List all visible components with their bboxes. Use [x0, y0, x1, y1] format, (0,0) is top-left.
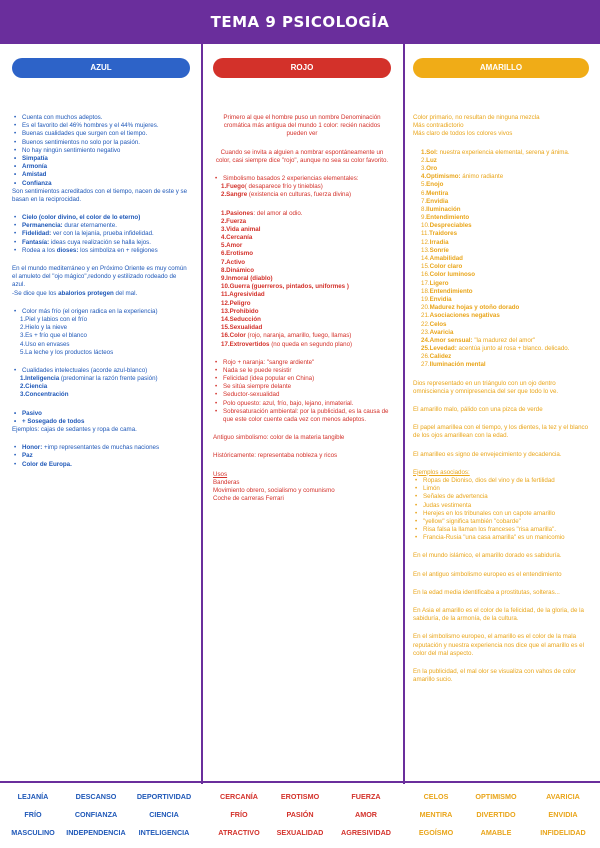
list-item: 10.Guerra (guerreros, pintados, uniformes ) — [221, 283, 349, 291]
keyword-amarillo: DIVERTIDO — [476, 810, 516, 819]
keyword-rojo: PASIÓN — [286, 810, 314, 819]
amarillo-paragraph: El amarilleo es signo de envejecimiento y decadencia. — [413, 450, 562, 458]
list-item: 11.Agresividad — [221, 291, 265, 299]
keyword-azul: INTELIGENCIA — [138, 828, 190, 837]
list-item: • Rodea a los dioses: los simboliza en + religiones — [12, 247, 190, 255]
list-item: 6.Mentira — [421, 189, 449, 197]
keyword-rojo: EROTISMO — [280, 792, 320, 801]
list-item: • Polo opuesto: azul, frío, bajo, lejano, inmaterial. — [213, 400, 391, 408]
azul-paragraph: -Se dice que los abalorios protegen del mal. — [12, 289, 138, 297]
azul-list-2 — [12, 214, 190, 255]
list-item: 3.Concentración — [20, 391, 69, 399]
amarillo-paragraph: El papel amarillea con el tiempo, y los dientes, la tez y el blanco de los ojos amarillean con la edad. — [413, 424, 589, 440]
list-item: 17.Extrovertidos (no queda en segundo plano) — [221, 340, 353, 348]
list-item: 15.Color claro — [421, 263, 463, 271]
amarillo-paragraph: Dios representado en un triángulo con un ojo dentro omnisciencia y omnipresencia del ser que todo lo ve. — [413, 379, 559, 395]
list-item: • Señales de advertencia — [413, 493, 589, 501]
keyword-amarillo: ENVIDIA — [548, 810, 578, 819]
rojo-list-1 — [213, 175, 391, 183]
keyword-azul: DEPORTIVIDAD — [136, 792, 192, 801]
list-item: Coche de carreras Ferrari — [213, 495, 284, 503]
amarillo-intro: Más contradictorio — [413, 122, 464, 130]
list-item: 27.Iluminación mental — [421, 361, 486, 369]
keyword-azul: FRÍO — [24, 810, 42, 819]
list-item: • Paz — [12, 452, 190, 460]
keyword-amarillo: AMABLE — [480, 828, 512, 837]
rojo-list-3 — [213, 359, 391, 425]
list-item: 5.Enojo — [421, 181, 444, 189]
keyword-rojo: SEXUALIDAD — [276, 828, 324, 837]
list-item: • Color más frío (el origen radica en la experiencia) — [12, 308, 190, 316]
list-item: 3.Es + frío que el blanco — [20, 332, 87, 340]
list-item: • Ropas de Dioniso, dios del vino y de la fertilidad — [413, 477, 589, 485]
keyword-azul: CONFIANZA — [74, 810, 118, 819]
amarillo-ordered-list — [413, 149, 589, 370]
list-item: 7.Envidia — [421, 197, 449, 205]
list-item: 11.Traidores — [421, 230, 458, 238]
azul-ordered-list-3 — [12, 316, 190, 357]
azul-header-pill: AZUL — [12, 58, 190, 78]
azul-paragraph: En el mundo mediterráneo y en Próximo Oriente es muy común el amuleto del "ojo mágico",redondo y estilizado rodeado de azul. — [12, 265, 187, 289]
list-item: • Seductor-sexualidad — [213, 391, 391, 399]
keyword-amarillo: CELOS — [423, 792, 449, 801]
list-item: • Fantasía: ideas cuya realización se halla lejos. — [12, 239, 190, 247]
list-item: 26.Calidez — [421, 353, 452, 361]
keyword-rojo: AGRESIVIDAD — [341, 828, 391, 837]
page-header — [0, 0, 600, 44]
list-item: 23.Avaricia — [421, 328, 454, 336]
list-item: 12.Peligro — [221, 299, 251, 307]
list-item: • Francia-Rusia "una casa amarilla" es un manicomio — [413, 534, 589, 542]
list-item: • No hay ningún sentimiento negativo — [12, 147, 190, 155]
azul-paragraph: Ejemplos: cajas de sedantes y ropa de cama. — [12, 426, 137, 433]
keyword-rojo: AMOR — [355, 810, 377, 819]
page-title: TEMA 9 PSICOLOGÍA — [210, 13, 390, 31]
list-item: • Sobresaturación ambiental: por la publicidad, es la causa de que este color cuente cada vez con menos adeptos. — [213, 408, 391, 424]
list-item: 14.Seducción — [221, 315, 261, 323]
amarillo-header-pill: AMARILLO — [413, 58, 589, 78]
list-item: 5.La leche y los productos lácteos — [20, 348, 114, 356]
azul-list-4 — [12, 367, 190, 375]
list-item: • Buenos sentimientos no solo por la pasión. — [12, 139, 190, 147]
list-item: • + Sosegado de todos — [12, 418, 190, 426]
list-item: • Pasivo — [12, 410, 190, 418]
azul-list-3 — [12, 308, 190, 316]
list-item: 2.Fuerza — [221, 217, 247, 225]
list-item: • Honor: +imp representantes de muchas naciones — [12, 444, 190, 452]
amarillo-paragraph: En el mundo islámico, el amarillo dorado es sabiduría. — [413, 552, 562, 560]
list-item: 20.Madurez hojas y otoño dorado — [421, 304, 520, 312]
list-item: • Buenas cualidades que surgen con el tiempo. — [12, 130, 190, 138]
rojo-header-pill: ROJO — [213, 58, 391, 78]
keyword-rojo: ATRACTIVO — [218, 828, 260, 837]
keyword-azul: MASCULINO — [11, 828, 55, 837]
list-item: • Cielo (color divino, el color de lo eterno) — [12, 214, 190, 222]
list-item: • Confianza — [12, 180, 190, 188]
amarillo-paragraph: En el simbolismo europeo, el amarillo es el color de la mala reputación y nuestra experiencia nos dice que el amarillo es el color del mal aspecto. — [413, 633, 584, 657]
azul-list-1 — [12, 114, 190, 188]
amarillo-paragraph: En la publicidad, el mal olor se visualiza con vahos de color amarillo sucio. — [413, 667, 577, 684]
list-item: • Nada se le puede resistir — [213, 367, 391, 375]
column-azul — [12, 58, 190, 778]
amarillo-paragraph: En la edad media identificaba a prostitutas, solteras... — [413, 588, 560, 596]
keyword-amarillo: INFIDELIDAD — [540, 828, 586, 837]
list-item: • Rojo + naranja: "sangre ardiente" — [213, 359, 391, 367]
list-item: 1.Inteligencia (predominar la razón frente pasión) — [20, 375, 158, 383]
footer-divider — [0, 781, 600, 783]
list-item: 3.Oro — [421, 164, 438, 172]
list-item: • Simbolismo basados 2 experiencias elementales: — [213, 175, 391, 183]
list-item: 17.Ligero — [421, 279, 449, 287]
amarillo-paragraph: En el antiguo simbolismo europeo es el entendimiento — [413, 570, 562, 578]
azul-ordered-list-4 — [12, 375, 190, 400]
list-item: 25.Levedad: acentúa junto al rosa + blanco. delicado. — [421, 345, 570, 353]
list-item: 9.Inmoral (diablo) — [221, 275, 273, 282]
list-item: • Herejes en los tribunales con un capote amarillo — [413, 510, 589, 518]
keyword-rojo: CERCANÍA — [220, 792, 258, 801]
list-item: 4.Uso en envases — [20, 340, 70, 348]
list-item: 13.Sonríe — [421, 246, 449, 254]
list-item: • Risa falsa la llaman los franceses "risa amarilla". — [413, 526, 589, 534]
amarillo-paragraph: El amarillo malo, pálido con una pizca de verde — [413, 406, 543, 413]
list-item: 2.Sangre (existencia en culturas, fuerza divina) — [221, 191, 352, 199]
amarillo-intro: Color primario, no resultan de ninguna mezcla — [413, 114, 540, 121]
list-item: • "yellow" significa también "cobarde" — [413, 518, 589, 526]
amarillo-paragraph: En Asia el amarillo es el color de la felicidad, de la gloria, de la sabiduría, de la armonía, de la cultura. — [413, 607, 584, 623]
list-item: 22.Celos — [421, 320, 447, 328]
list-item: 12.Irradia — [421, 238, 449, 246]
column-divider-right — [403, 44, 405, 784]
list-item: Banderas — [213, 478, 240, 486]
list-item: 14.Amabilidad — [421, 255, 463, 262]
list-item: 19.Envidia — [421, 295, 452, 303]
list-item: 8.Iluminación — [421, 205, 461, 213]
list-item: • Se sitúa siempre delante — [213, 383, 391, 391]
amarillo-examples-list — [413, 477, 589, 543]
keyword-rojo: FUERZA — [351, 792, 381, 801]
keyword-azul: INDEPENDENCIA — [66, 828, 126, 837]
rojo-paragraph: Históricamente: representaba nobleza y ricos — [213, 452, 338, 460]
list-item: • Cuenta con muchos adeptos. — [12, 114, 190, 122]
rojo-intro: Primero al que el hombre puso un nombre Denominación cromática más antigua del mundo 1 color: recién nacidos pueden ver — [223, 114, 381, 138]
list-item: • Color de Europa. — [12, 461, 190, 469]
list-item: • Permanencia: durar eternamente. — [12, 222, 190, 230]
azul-paragraph: Son sentimientos acreditados con el tiempo, nacen de este y se basan en la reciprocidad. — [12, 187, 188, 203]
list-item: • Felicidad (idea popular en China) — [213, 375, 391, 383]
azul-list-5 — [12, 410, 190, 426]
list-item: • Es el favorito del 46% hombres y el 44% mujeres. — [12, 122, 190, 130]
list-item: 9.Entendimiento — [421, 214, 470, 222]
rojo-usos-title: Usos — [213, 470, 228, 478]
list-item: • Amistad — [12, 171, 190, 179]
list-item: 15.Sexualidad — [221, 324, 263, 332]
keyword-rojo: FRÍO — [230, 810, 248, 819]
list-item: • Cualidades intelectuales (acorde azul-blanco) — [12, 367, 190, 375]
keyword-amarillo: MENTIRA — [419, 810, 453, 819]
list-item: • Limón — [413, 485, 589, 493]
list-item: 5.Amor — [221, 242, 243, 250]
keyword-amarillo: EGOÍSMO — [418, 828, 454, 837]
list-item: 1.Fuego( desaparece frío y tinieblas) — [221, 183, 323, 191]
list-item: 21.Asociaciones negativas — [421, 312, 500, 320]
column-divider-left — [201, 44, 203, 784]
list-item: 3.Vida animal — [221, 225, 261, 233]
list-item: Movimiento obrero, socialismo y comunismo — [213, 486, 335, 494]
keyword-azul: LEJANÍA — [17, 792, 49, 801]
list-item: 16.Color luminoso — [421, 271, 475, 279]
list-item: 2.Luz — [421, 156, 437, 164]
list-item: 7.Activo — [221, 258, 246, 266]
list-item: • Simpatía — [12, 155, 190, 163]
keyword-azul: CIENCIA — [149, 810, 179, 819]
list-item: 4.Optimismo: ánimo radiante — [421, 173, 504, 181]
list-item: • Judas vestimenta — [413, 502, 589, 510]
amarillo-intro: Más claro de todos los colores vivos — [413, 130, 513, 138]
keyword-amarillo: AVARICIA — [546, 792, 580, 801]
amarillo-examples-title: Ejemplos asociados: — [413, 468, 470, 476]
azul-list-6 — [12, 444, 190, 469]
column-amarillo — [413, 58, 589, 778]
rojo-ordered-list-2 — [213, 210, 391, 349]
list-item: 1.Piel y labios con el frío — [20, 315, 88, 323]
list-item: 1.Pasiones: del amor al odio. — [221, 209, 303, 217]
list-item: 1.Sol: nuestra experiencia elemental, serena y ánima. — [421, 148, 570, 156]
list-item: • Armonía — [12, 163, 190, 171]
rojo-paragraph: Cuando se invita a alguien a nombrar espontáneamente un color, casi siempre dice "rojo", aunque no sea su color favorito. — [215, 148, 389, 164]
list-item: 4.Cercanía — [221, 234, 253, 242]
list-item: 8.Dinámico — [221, 266, 255, 274]
list-item: 2.Hielo y la nieve — [20, 324, 68, 332]
column-rojo — [213, 58, 391, 778]
keyword-amarillo: OPTIMISMO — [475, 792, 517, 801]
list-item: • Fidelidad: ver con la lejanía, prueba infidelidad. — [12, 230, 190, 238]
list-item: 10.Despreciables — [421, 222, 472, 230]
rojo-ordered-list-1 — [213, 183, 391, 199]
keyword-azul: DESCANSO — [75, 792, 117, 801]
list-item: 24.Amor sensual: "la madurez del amor" — [421, 336, 536, 344]
rojo-paragraph: Antiguo simbolismo: color de la materia tangible — [213, 434, 345, 442]
list-item: 18.Entendimiento — [421, 287, 473, 295]
list-item: 13.Prohibido — [221, 307, 259, 315]
list-item: 16.Color (rojo, naranja, amarillo, fuego, llamas) — [221, 332, 352, 340]
list-item: 6.Erotismo — [221, 250, 253, 258]
list-item: 2.Ciencia — [20, 383, 48, 391]
